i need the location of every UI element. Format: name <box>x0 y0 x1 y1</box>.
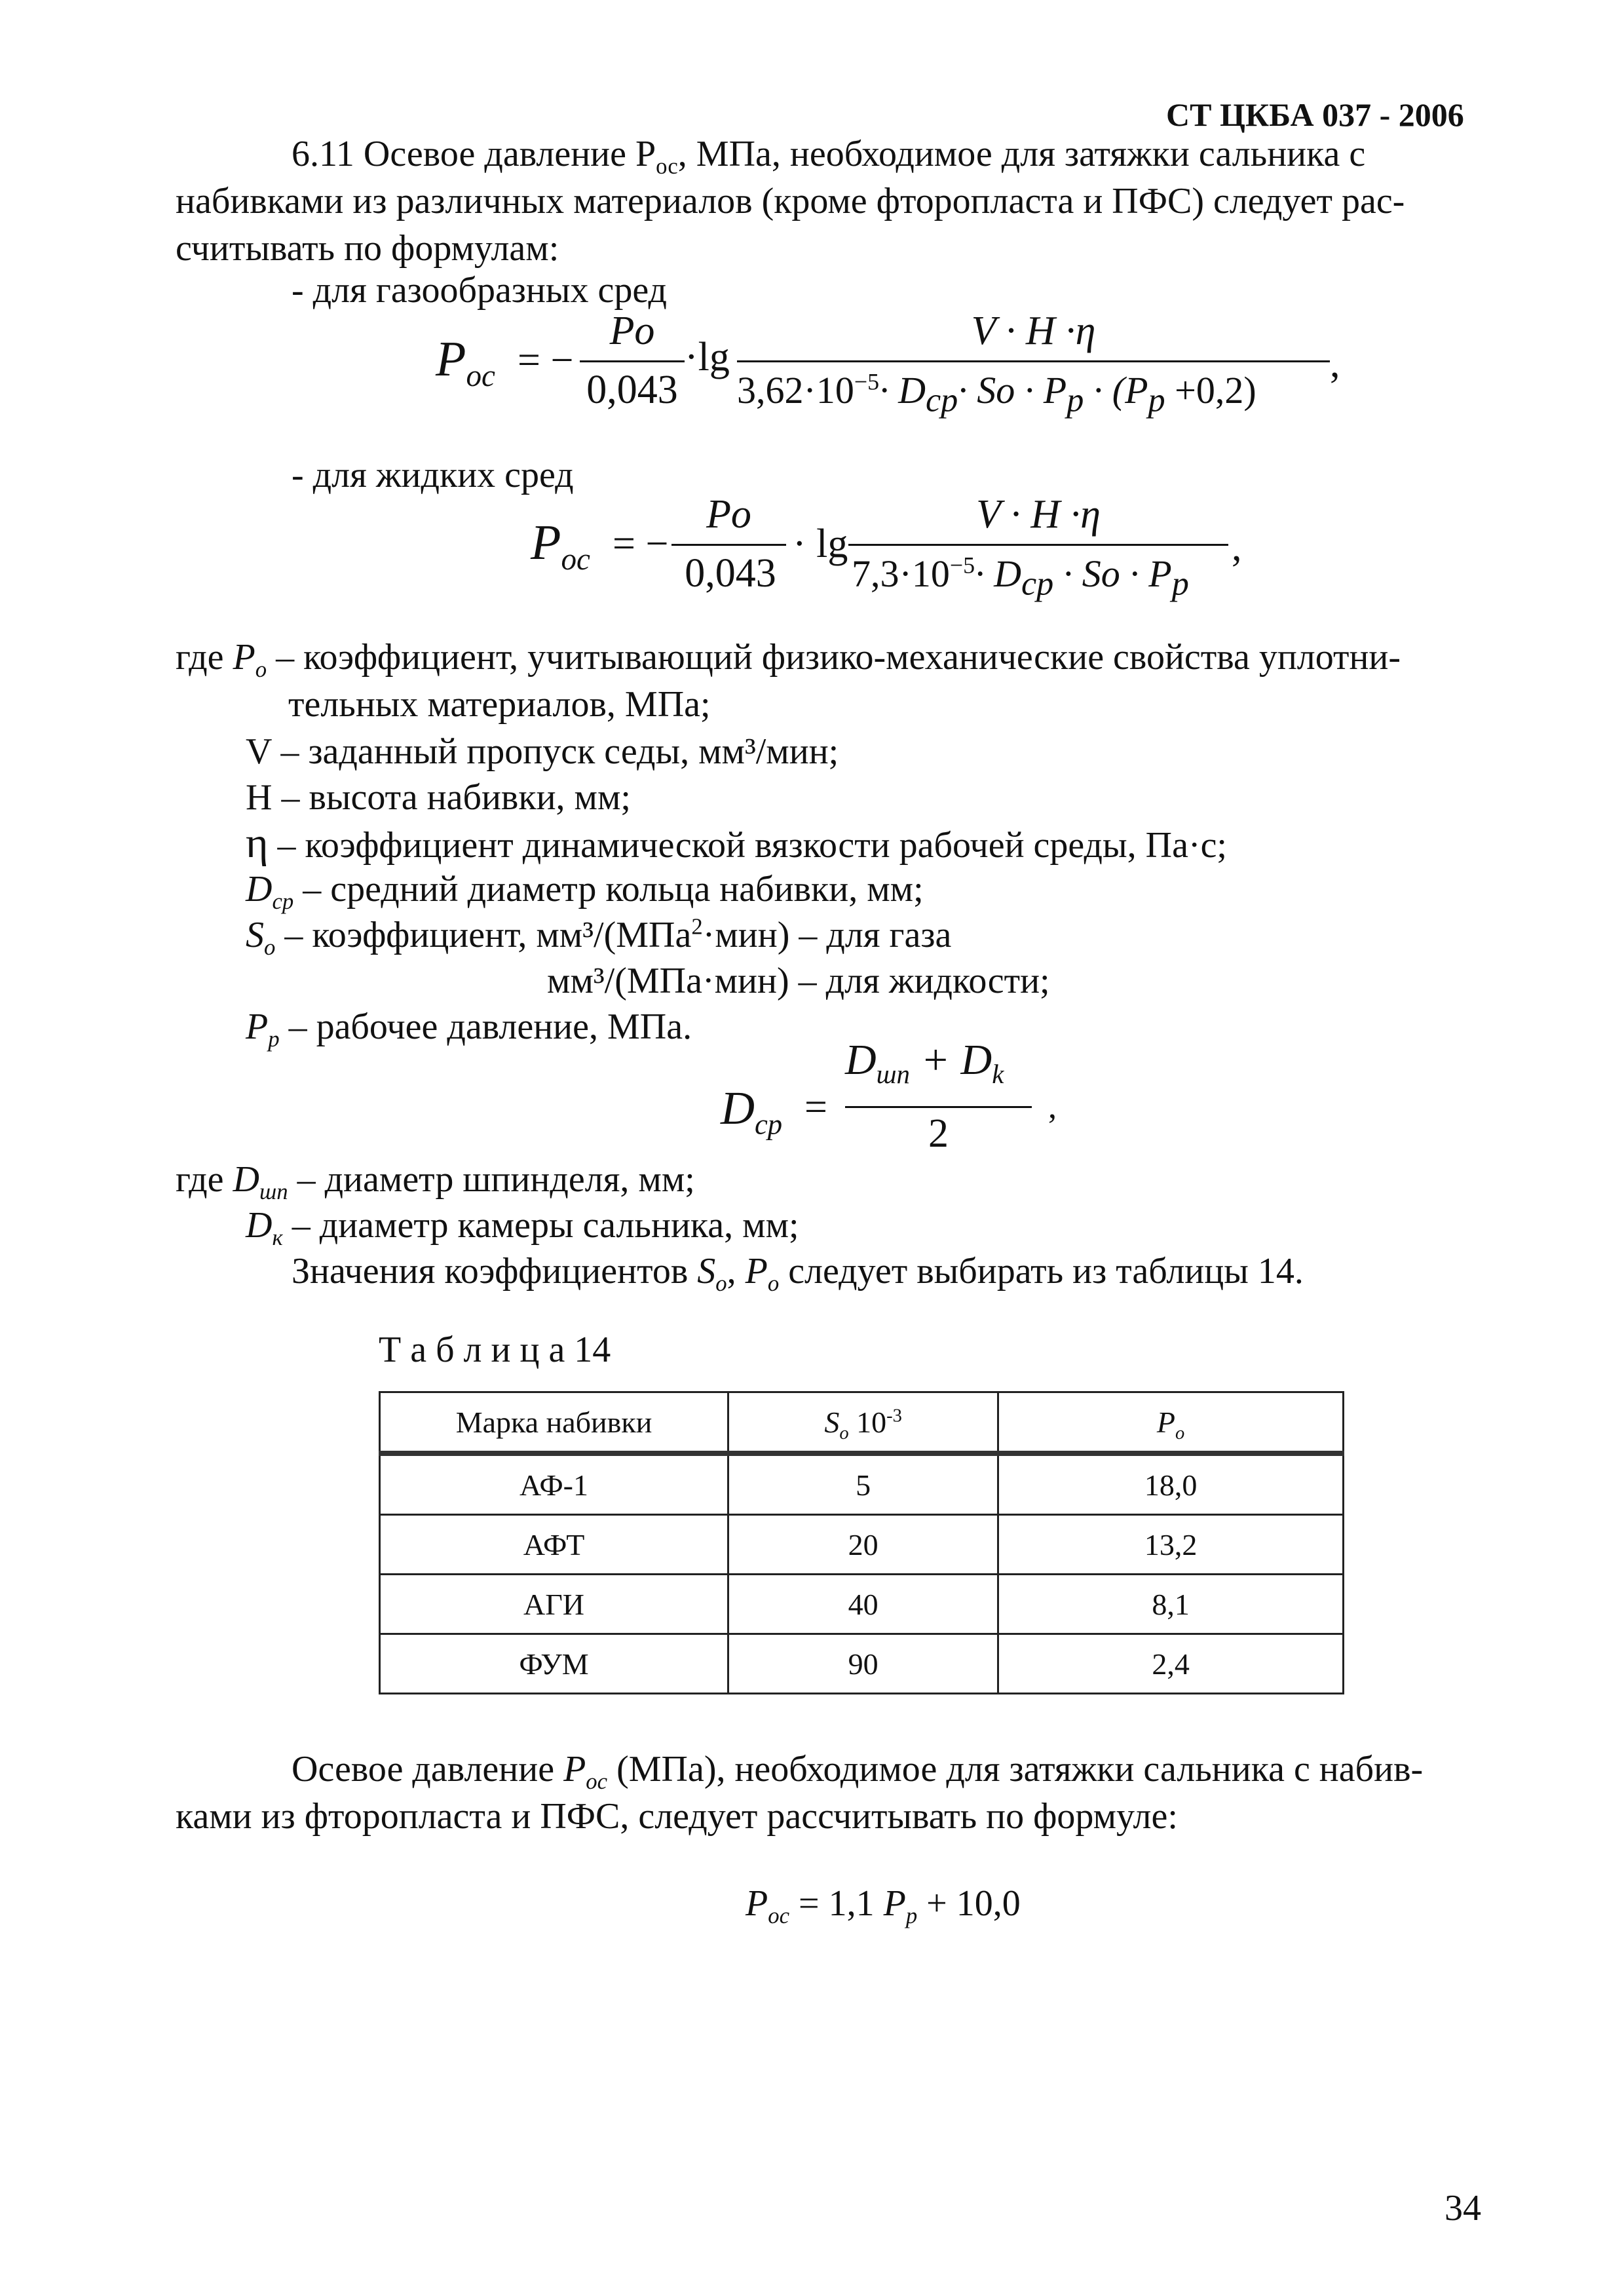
def-dshp <box>176 1157 695 1205</box>
lhs-sub: cp <box>755 1107 783 1141</box>
sym: P <box>746 1883 768 1924</box>
den-p2-sub: p <box>1148 381 1165 419</box>
text-b: следует выбирать из таблицы 14. <box>779 1251 1304 1292</box>
formula-dcp-den: 2 <box>928 1111 949 1156</box>
def-h <box>246 775 631 820</box>
document-code: СТ ЦКБА 037 - 2006 <box>1166 96 1464 133</box>
text: – заданный пропуск седы, мм³/мин; <box>271 731 839 772</box>
text: – средний диаметр кольца набивки, мм; <box>293 869 924 909</box>
formula-gas-bar1 <box>580 360 685 362</box>
so-sup: -3 <box>886 1406 902 1426</box>
sym: P <box>233 637 255 678</box>
den-b: · D <box>975 552 1021 595</box>
so-sym: S <box>697 1251 716 1292</box>
table-14 <box>379 1391 1344 1694</box>
den-sub: cp <box>1021 564 1054 603</box>
den-a: 3,62·10 <box>737 369 854 411</box>
cell-so: 20 <box>728 1515 998 1575</box>
po-sym: P <box>1156 1405 1175 1439</box>
text-a: Осевое давление <box>292 1749 564 1789</box>
bullet-gas: - для газообразных сред <box>292 270 667 311</box>
cell-po: 8,1 <box>998 1575 1344 1634</box>
formula-gas-lhs <box>436 331 495 394</box>
so-sub: o <box>839 1423 849 1444</box>
def-po <box>176 634 1401 683</box>
sym: V <box>246 731 272 772</box>
pp-sub: p <box>905 1903 918 1929</box>
formula-dcp-lhs <box>721 1081 783 1141</box>
where: где <box>176 1159 224 1200</box>
cell-po: 2,4 <box>998 1634 1344 1694</box>
formula-gas-eq: = − <box>518 338 574 383</box>
cell-brand: АФ-1 <box>380 1453 728 1515</box>
text: – рабочее давление, МПа. <box>279 1006 692 1047</box>
cell-brand: ФУМ <box>380 1634 728 1694</box>
sym: S <box>246 915 264 955</box>
table-caption: Т а б л и ц а 14 <box>379 1330 611 1370</box>
header-brand: Марка набивки <box>380 1392 728 1454</box>
den-sub: cp <box>925 381 958 419</box>
formula-dcp-comma: , <box>1048 1088 1057 1126</box>
den-c: · So · P <box>1053 552 1172 595</box>
formula-gas-den1: 0,043 <box>586 368 678 412</box>
sym: D <box>246 1205 273 1246</box>
formula-dcp-eq: = <box>804 1085 827 1130</box>
mid: = 1,1 <box>789 1883 884 1924</box>
paragraph-6-11-line1 <box>292 131 1366 180</box>
sym: P <box>246 1006 269 1047</box>
text: – коэффициент, учитывающий физико-механические свойства уплотни- <box>267 637 1401 678</box>
so-rest: 10 <box>848 1405 887 1439</box>
den-e: +0,2) <box>1165 369 1256 411</box>
paragraph-6-11-line3: считывать по формулам: <box>176 228 559 269</box>
def-pp <box>246 1004 692 1050</box>
text-a: Значения коэффициентов <box>292 1251 698 1292</box>
so-sub: o <box>715 1271 727 1297</box>
den-d: · (P <box>1084 369 1148 411</box>
formula-gas-num2: V · H ·η <box>971 309 1096 353</box>
num-b-sub: k <box>992 1060 1004 1090</box>
table-row <box>380 1575 1344 1634</box>
num-a: D <box>845 1036 877 1084</box>
sub: ос <box>586 1769 608 1795</box>
sub: cp <box>272 889 294 915</box>
formula-dcp-bar <box>845 1106 1032 1108</box>
sym: P <box>563 1749 586 1789</box>
num-a-sub: шп <box>876 1060 911 1090</box>
formula-liquid-bar2 <box>848 544 1228 546</box>
def-eta <box>246 820 1227 868</box>
coeff-note <box>292 1248 1304 1297</box>
bullet-liquid: - для жидких сред <box>292 455 574 495</box>
para-sub: ос <box>656 153 678 180</box>
text-b: (МПа), необходимое для затяжки сальника с набив- <box>607 1749 1424 1789</box>
sub: p <box>268 1026 280 1052</box>
cell-brand: АГИ <box>380 1575 728 1634</box>
cell-so: 90 <box>728 1634 998 1694</box>
lhs-sym: P <box>436 332 466 387</box>
lhs-sub: ос <box>466 359 495 394</box>
where: где <box>176 637 224 678</box>
sub: o <box>255 657 267 683</box>
formula-liquid-lhs <box>531 514 590 577</box>
formula-liquid-bar1 <box>671 544 786 546</box>
formula-liquid-lg: · lg <box>793 522 848 566</box>
cell-so: 5 <box>728 1453 998 1515</box>
den-exp: −5 <box>949 552 975 579</box>
cell-brand: АФТ <box>380 1515 728 1575</box>
cell-so: 40 <box>728 1575 998 1634</box>
table-header-row <box>380 1392 1344 1454</box>
def-so <box>246 912 952 961</box>
den-p-sub: p <box>1171 564 1189 603</box>
formula-gas-comma: , <box>1330 341 1340 386</box>
sym: η <box>246 819 269 867</box>
text: – коэффициент динамической вязкости рабочей среды, Па·с; <box>268 825 1227 866</box>
formula-gas-den2 <box>737 368 1256 419</box>
so-sym: S <box>824 1405 840 1439</box>
text: – высота набивки, мм; <box>272 777 631 818</box>
den-p-sub: p <box>1067 381 1084 419</box>
num-plus: + D <box>910 1036 992 1084</box>
sub: к <box>272 1225 283 1251</box>
formula-ptfe <box>746 1881 1021 1929</box>
end: + 10,0 <box>917 1883 1021 1924</box>
header-so <box>728 1392 998 1454</box>
cell-po: 18,0 <box>998 1453 1344 1515</box>
paragraph-6-11-line2: набивками из различных материалов (кроме фторопласта и ПФС) следует рас- <box>176 181 1405 221</box>
text: – диаметр камеры сальника, мм; <box>282 1205 799 1246</box>
lhs-sub: ос <box>561 543 590 577</box>
formula-gas-lg: ·lg <box>685 335 730 379</box>
sym: H <box>246 777 273 818</box>
final-paragraph-line1 <box>292 1746 1424 1795</box>
text: – диаметр шпинделя, мм; <box>288 1159 695 1200</box>
final-paragraph-line2: ками из фторопласта и ПФС, следует рассчитывать по формуле: <box>176 1796 1178 1837</box>
comma: , <box>727 1251 746 1292</box>
lhs-sym: D <box>721 1082 755 1134</box>
cell-po: 13,2 <box>998 1515 1344 1575</box>
formula-gas-bar2 <box>737 360 1330 362</box>
table-row <box>380 1453 1344 1515</box>
table-row <box>380 1515 1344 1575</box>
para-text: 6.11 Осевое давление P <box>292 134 656 174</box>
po-sym: P <box>745 1251 768 1292</box>
def-so-liquid: мм³/(МПа·мин) – для жидкости; <box>547 961 1050 1001</box>
formula-gas-num1: Po <box>609 309 655 353</box>
po-sub: o <box>1175 1423 1185 1444</box>
formula-liquid-num2: V · H ·η <box>976 492 1101 537</box>
table-row <box>380 1634 1344 1694</box>
sub: o <box>264 934 276 961</box>
def-v <box>246 729 839 775</box>
den-c: · So · P <box>958 369 1067 411</box>
formula-liquid-den1: 0,043 <box>685 551 776 596</box>
formula-liquid-num1: Po <box>706 492 751 537</box>
den-b: · D <box>879 369 926 411</box>
sub: шп <box>259 1179 288 1205</box>
def-dcp <box>246 866 924 915</box>
header-po <box>998 1392 1344 1454</box>
formula-liquid-comma: , <box>1232 525 1242 569</box>
pp-sym: P <box>883 1883 906 1924</box>
formula-liquid-den2 <box>852 552 1189 603</box>
den-a: 7,3·10 <box>852 552 950 595</box>
den-exp: −5 <box>854 368 880 395</box>
lhs-sym: P <box>531 515 561 570</box>
po-sub: o <box>767 1271 780 1297</box>
text-b: ·мин) – для газа <box>702 915 952 955</box>
formula-liquid-eq: = − <box>613 522 669 566</box>
formula-dcp-num <box>845 1035 1004 1090</box>
sub: ос <box>768 1903 789 1929</box>
sym: D <box>246 869 273 909</box>
sup: 2 <box>691 913 703 940</box>
sym: D <box>233 1159 259 1200</box>
page-number: 34 <box>1445 2188 1481 2229</box>
def-po-cont: тельных материалов, МПа; <box>288 684 711 725</box>
text-a: – коэффициент, мм³/(МПа <box>275 915 692 955</box>
def-dk <box>246 1202 799 1251</box>
para-text-b: , МПа, необходимое для затяжки сальника с <box>677 134 1366 174</box>
